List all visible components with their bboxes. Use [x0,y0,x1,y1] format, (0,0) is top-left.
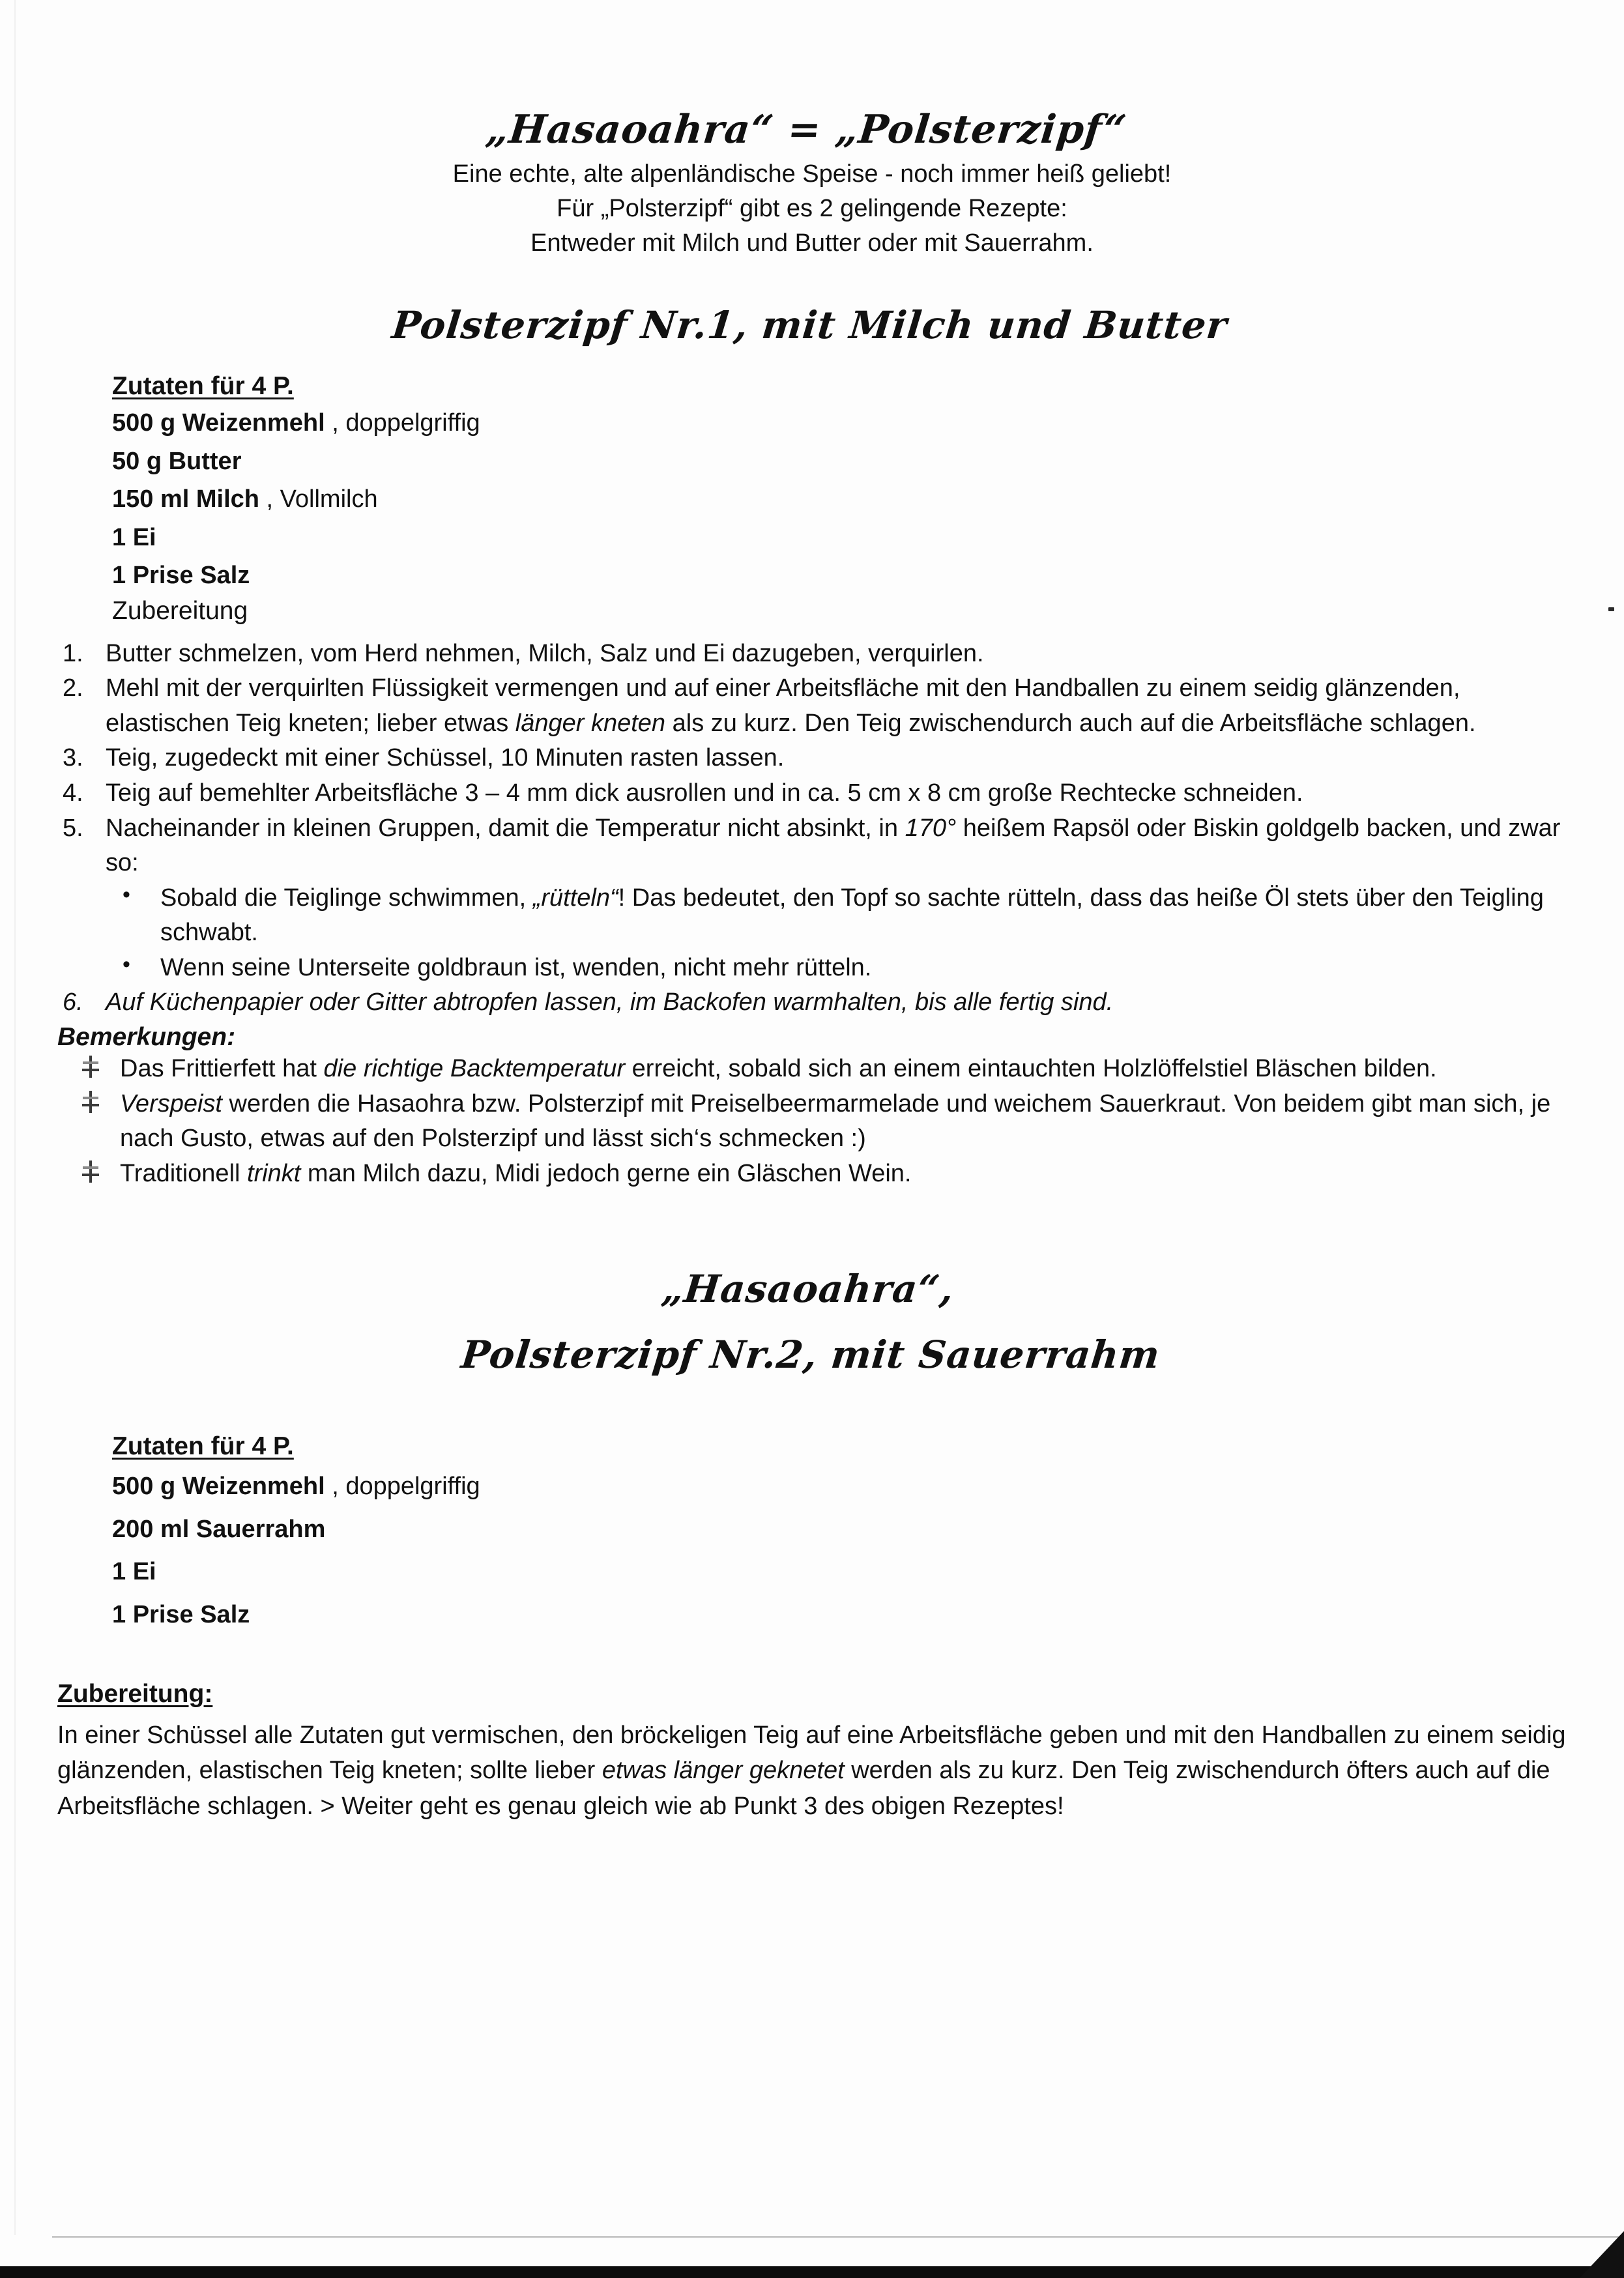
subtitle-line-1: Eine echte, alte alpenländische Speise - noch immer heiß geliebt! [452,160,1172,188]
step-text: Butter schmelzen, vom Herd nehmen, Milch, Salz und Ei dazugeben, verquirlen. [106,639,984,667]
recipe-1-steps-block [0,627,1624,1192]
ingredient-amount: 500 g Weizenmehl [112,409,325,437]
recipe-2-heading-line-1: „Hasaoahra“, [660,1267,957,1312]
note-item [57,1052,1585,1087]
note-text: Das Frittierfett hat [120,1055,324,1083]
recipe-1-ingredients-block [0,345,1624,627]
ingredient-amount: 200 ml Sauerrahm [112,1515,326,1543]
wingding-dagger-icon [82,1056,99,1078]
recipe-1-notes-heading: Bemerkungen: [57,1023,236,1052]
note-item [57,1157,1585,1192]
ingredient-row [112,553,1552,592]
step-text-italic: 170° [905,814,957,842]
ingredient-amount: 1 Prise Salz [112,1600,250,1628]
ingredient-amount: 150 ml Milch [112,485,259,513]
ingredient-row [112,439,1552,478]
prep-text-cont: werden als zu kurz. Den Teig zwischendurch öfters auch auf die Arbeitsfläche schlagen. > Weiter geht es genau gleich wie ab Punkt 3 des obigen Rezeptes! [57,1757,1550,1820]
ingredient-row [112,401,1552,439]
ingredient-amount: 1 Ei [112,523,156,551]
ingredient-amount: 50 g Butter [112,447,242,475]
note-text-cont: werden die Hasaohra bzw. Polsterzipf mit Preiselbeermarmelade und weichem Sauerkraut. Von beidem gibt man sich, je nach Gusto, etwas auf den Polsterzipf und lässt sich‘s schmecken :) [120,1089,1551,1153]
recipe-2-ingredients-block [0,1375,1624,1630]
note-text-cont: man Milch dazu, Midi jedoch gerne ein Gläschen Wein. [300,1159,912,1187]
ingredient-row [112,1588,1552,1631]
substep-text: Wenn seine Unterseite goldbraun ist, wenden, nicht mehr rütteln. [160,953,872,981]
note-item [57,1087,1585,1157]
subtitle-line-3: Entweder mit Milch und Butter oder mit Sauerrahm. [530,229,1094,257]
note-text: Traditionell [120,1159,248,1187]
ingredient-row [112,477,1552,515]
prep-text: In einer Schüssel alle Zutaten gut vermischen, den bröckeligen Teig auf eine Arbeitsfläche geben und mit den Handballen zu einem seidig glänzenden, elastischen Teig kneten; sollte lieber [57,1722,1566,1785]
ingredient-row [112,515,1552,554]
step-item [57,637,1585,672]
ingredient-amount: 500 g Weizenmehl [112,1473,325,1501]
step-item [57,671,1585,741]
note-text-italic: Verspeist [120,1089,222,1117]
ingredient-note: , doppelgriffig [325,1473,480,1501]
substep-item [106,951,1585,986]
recipe-2-ingredients-heading: Zutaten für 4 P. [112,1432,294,1461]
recipe-2-prep-text [57,1708,1585,1824]
step-text: Auf Küchenpapier oder Gitter abtropfen lassen, im Backofen warmhalten, bis alle fertig sind. [106,988,1114,1016]
step-item [57,811,1585,986]
recipe-1-steps-list [57,637,1585,986]
page-title: „Hasaoahra“ = „Polsterzipf“ [484,107,1129,152]
recipe-2-heading-line-2: Polsterzipf Nr.2, mit Sauerrahm [459,1333,1163,1377]
note-text-italic: die richtige Backtemperatur [323,1055,626,1083]
ingredient-row [112,1545,1552,1588]
subtitle-line-2: Für „Polsterzipf“ gibt es 2 gelingende Rezepte: [557,195,1067,223]
prep-text-italic: etwas länger geknetet [602,1757,845,1785]
step-item [57,741,1585,776]
note-text-cont: erreicht, sobald sich an einem eintauchten Holzlöffelstiel Bläschen bilden. [625,1055,1437,1083]
recipe-1-substeps-list [106,881,1585,986]
ingredient-row [112,1461,1552,1503]
step-text-cont: als zu kurz. Den Teig zwischendurch auch auf die Arbeitsfläche schlagen. [665,709,1476,737]
step-text: Mehl mit der verquirlten Flüssigkeit vermengen und auf einer Arbeitsfläche mit den Handballen zu einem seidig glänzenden, elastischen Teig kneten; lieber etwas [106,674,1460,737]
recipe-2-prep-block [0,1630,1624,1824]
recipe-1-prep-heading-wrap [112,592,1552,627]
step-text: Nacheinander in kleinen Gruppen, damit die Temperatur nicht absinkt, in [106,814,905,842]
ingredient-note: , doppelgriffig [325,409,480,437]
step-text: Teig, zugedeckt mit einer Schüssel, 10 Minuten rasten lassen. [106,744,785,772]
wingding-dagger-icon [82,1161,99,1183]
recipe-1-prep-heading: Zubereitung [112,596,248,625]
recipe-1-notes-list [57,1052,1585,1191]
step-item [57,776,1585,811]
page-subtitle [0,157,1624,261]
substep-text-cont: ! Das bedeutet, den Topf so sachte rütteln, dass das heiße Öl stets über den Teigling schwabt. [160,884,1544,947]
step-text-cont: heißem Rapsöl oder Biskin goldgelb backen, und zwar so: [106,814,1561,877]
substep-item [106,881,1585,951]
step-item-6 [57,985,1585,1020]
ingredient-amount: 1 Prise Salz [112,562,250,590]
note-text-italic: trinkt [247,1159,301,1187]
ingredient-row [112,1503,1552,1546]
step-text: Teig auf bemehlter Arbeitsfläche 3 – 4 mm dick ausrollen und in ca. 5 cm x 8 cm große Rechtecke schneiden. [106,779,1303,807]
recipe-2-prep-heading: Zubereitung: [57,1680,213,1708]
substep-text-italic: „rütteln“ [532,884,618,912]
wingding-dagger-icon [82,1091,99,1113]
scan-edge-bottom-line [52,2236,1624,2238]
ingredient-note: , Vollmilch [259,485,378,513]
scan-shadow-bottom [0,2266,1624,2278]
recipe-1-ingredients-heading: Zutaten für 4 P. [112,372,294,401]
recipe-1-heading: Polsterzipf Nr.1, mit Milch und Butter [390,302,1230,347]
substep-text: Sobald die Teiglinge schwimmen, [160,884,533,912]
step-text-italic: länger kneten [515,709,666,737]
ingredient-amount: 1 Ei [112,1558,156,1586]
step-number: 6. [63,988,83,1016]
